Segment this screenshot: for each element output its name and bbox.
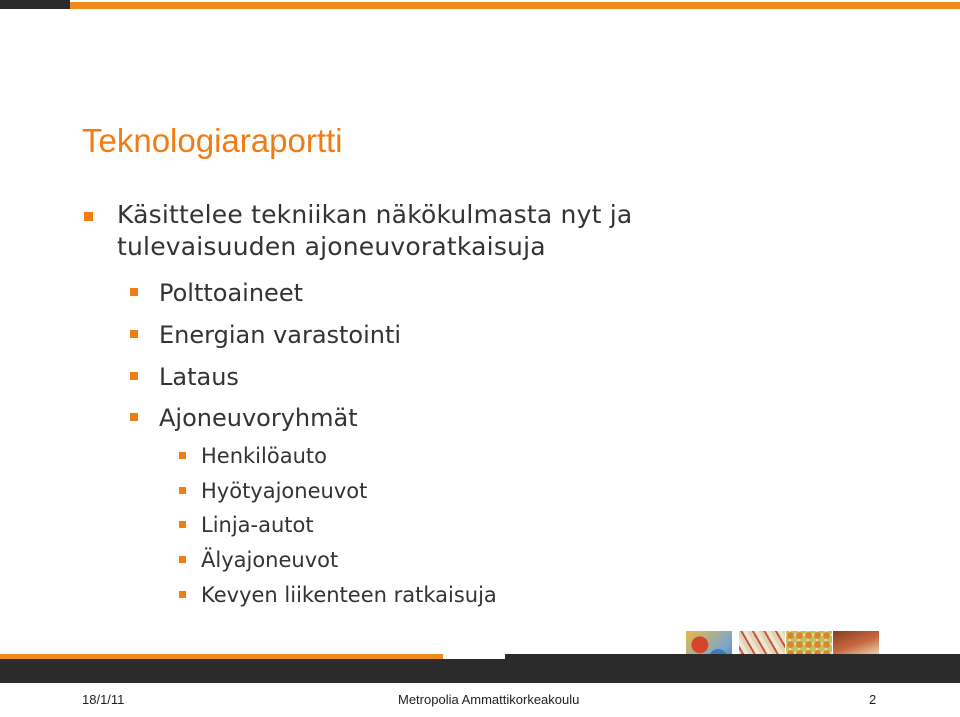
- bullet-square-icon: [130, 413, 138, 421]
- bullet-square-icon: [130, 372, 138, 380]
- bullet-square-icon: [179, 487, 186, 494]
- sub-sub-bullet: Linja-autot: [201, 513, 314, 537]
- sub-bullet: Ajoneuvoryhmät: [159, 404, 358, 432]
- bullet-square-icon: [130, 288, 138, 296]
- header-accent-bar: [70, 2, 960, 9]
- sub-bullet: Polttoaineet: [159, 279, 303, 307]
- main-bullet-line-1: Käsittelee tekniikan näkökulmasta nyt ja: [117, 200, 633, 229]
- sub-bullet: Lataus: [159, 363, 239, 391]
- sub-bullet: Energian varastointi: [159, 321, 402, 349]
- bullet-square-icon: [84, 212, 93, 221]
- bullet-square-icon: [179, 521, 186, 528]
- bullet-square-icon: [130, 330, 138, 338]
- sub-sub-bullet: Hyötyajoneuvot: [201, 479, 368, 503]
- footer-organization: Metropolia Ammattikorkeakoulu: [398, 692, 580, 707]
- footer-date: 18/1/11: [82, 692, 125, 707]
- main-bullet-line-2: tulevaisuuden ajoneuvoratkaisuja: [117, 232, 546, 261]
- bullet-square-icon: [179, 591, 186, 598]
- page-number: 2: [869, 692, 877, 707]
- sub-sub-bullet: Älyajoneuvot: [201, 548, 339, 572]
- sub-sub-bullet: Kevyen liikenteen ratkaisuja: [201, 583, 497, 607]
- bullet-square-icon: [179, 452, 186, 459]
- sub-sub-bullet: Henkilöauto: [201, 444, 327, 468]
- slide-title: Teknologiaraportti: [82, 122, 343, 159]
- header-dark-bar: [0, 0, 70, 9]
- bullet-square-icon: [179, 556, 186, 563]
